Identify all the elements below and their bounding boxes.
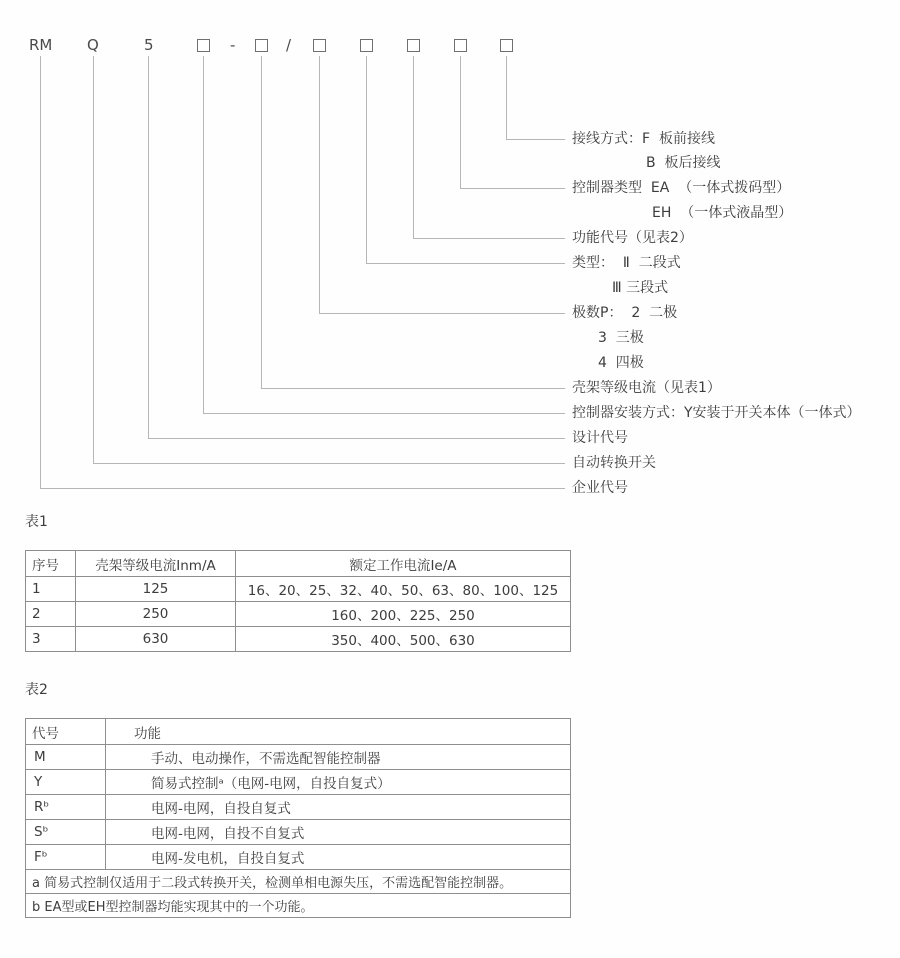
table-cell: 1 [26,577,76,602]
code-box [313,39,326,52]
table-cell: Rᵇ [26,795,106,820]
footnote-row [26,894,571,918]
connector-vline [203,56,204,413]
connector-hline [203,413,565,414]
connector-vline [261,56,262,388]
table-row [26,745,571,770]
callout-poles-sub-3: 3 三极 [598,330,644,346]
table2-header-row [26,719,571,745]
table-cell: Y [26,770,106,795]
connector-vline [413,56,414,238]
callout-poles: 极数P： 2 二极 [572,305,678,321]
connector-hline [319,313,565,314]
callout-frame-current: 壳架等级电流（见表1） [572,380,721,396]
table-cell: Sᵇ [26,820,106,845]
table-cell: 电网-发电机，自投自复式 [106,845,571,870]
connector-hline [460,188,565,189]
table-row [26,770,571,795]
callout-controller-type-sub: EH （一体式液晶型） [652,205,793,221]
table-cell: 手动、电动操作，不需选配智能控制器 [106,745,571,770]
table-cell: 电网-电网，自投自复式 [106,795,571,820]
table1-caption: 表1 [25,514,48,530]
code-segment-q: Q [87,36,99,54]
table-cell: 16、20、25、32、40、50、63、80、100、125 [236,577,571,602]
connector-hline [40,488,565,489]
connector-hline [148,438,565,439]
connector-vline [319,56,320,313]
connector-hline [506,139,565,140]
column-header: 序号 [26,551,76,577]
footnote: b EA型或EH型控制器均能实现其中的一个功能。 [26,894,571,918]
code-segment-dash: - [230,36,236,54]
callout-type-sub: Ⅲ 三段式 [612,280,669,296]
table-cell: 350、400、500、630 [236,627,571,652]
connector-vline [460,56,461,188]
connector-vline [148,56,149,438]
connector-vline [40,56,41,488]
column-header: 额定工作电流Ie/A [236,551,571,577]
code-segment-rm: RM [29,36,53,54]
callout-auto-transfer-switch: 自动转换开关 [572,455,656,471]
table-row [26,627,571,652]
table1-header-row [26,551,571,577]
footnote: a 简易式控制仅适用于二段式转换开关，检测单相电源失压，不需选配智能控制器。 [26,870,571,894]
code-box [360,39,373,52]
connector-vline [366,56,367,263]
table-cell: 电网-电网，自投不自复式 [106,820,571,845]
callout-controller-mounting: 控制器安装方式：Y安装于开关本体（一体式） [572,405,861,421]
callout-wiring-method: 接线方式：F 板前接线 [572,131,715,147]
table-cell: 630 [76,627,236,652]
table-cell: 2 [26,602,76,627]
table-cell: M [26,745,106,770]
callout-controller-type: 控制器类型 EA （一体式拨码型） [572,180,791,196]
table1 [25,550,571,652]
column-header: 壳架等级电流Inm/A [76,551,236,577]
code-box [255,39,268,52]
table2-caption: 表2 [25,682,48,698]
callout-poles-sub-4: 4 四极 [598,355,644,371]
code-segment-5: 5 [144,36,154,54]
table-cell: Fᵇ [26,845,106,870]
connector-hline [366,263,565,264]
callout-wiring-method-sub: B 板后接线 [646,155,721,171]
column-header: 功能 [106,719,571,745]
code-segment-slash: / [286,36,292,54]
connector-hline [261,388,565,389]
table-row [26,577,571,602]
callout-function-code: 功能代号（见表2） [572,230,693,246]
table2 [25,718,571,918]
code-box [407,39,420,52]
table-cell: 3 [26,627,76,652]
code-box [500,39,513,52]
table-row [26,795,571,820]
callout-type: 类型： Ⅱ 二段式 [572,255,681,271]
table-cell: 250 [76,602,236,627]
table-cell: 160、200、225、250 [236,602,571,627]
column-header: 代号 [26,719,106,745]
code-box [197,39,210,52]
table-cell: 简易式控制ᵃ（电网-电网，自投自复式） [106,770,571,795]
callout-enterprise-code: 企业代号 [572,480,628,496]
connector-hline [93,463,565,464]
connector-vline [93,56,94,463]
connector-vline [506,56,507,139]
code-box [454,39,467,52]
callout-design-code: 设计代号 [572,430,628,446]
footnote-row [26,870,571,894]
table-row [26,845,571,870]
table-row [26,820,571,845]
table-cell: 125 [76,577,236,602]
table-row [26,602,571,627]
connector-hline [413,238,565,239]
